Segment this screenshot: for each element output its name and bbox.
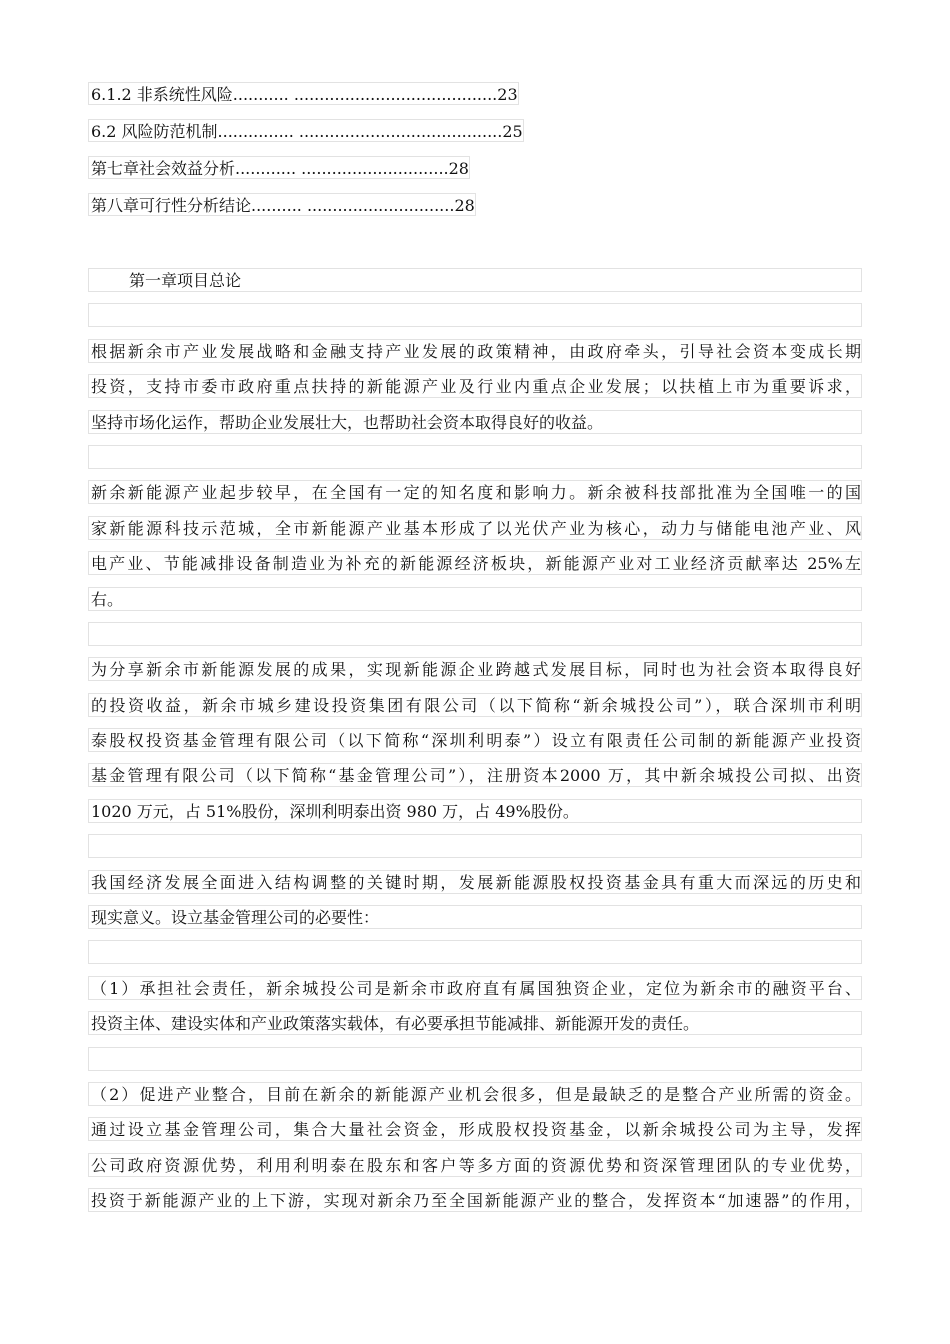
toc-entry: 第八章可行性分析结论.......... .............................28 [88,193,476,216]
chapter-title: 第一章项目总论 [88,268,862,292]
toc-entry: 第七章社会效益分析............ .............................28 [88,156,470,179]
paragraph-line: 的投资收益，新余市城乡建设投资集团有限公司（以下简称“新余城投公司”），联合深圳市利明 [88,693,862,717]
blank-line [88,622,862,646]
paragraph-line: 右。 [88,587,862,611]
paragraph-line: 现实意义。设立基金管理公司的必要性： [88,905,862,929]
blank-line [88,445,862,469]
paragraph-line: 坚持市场化运作，帮助企业发展壮大，也帮助社会资本取得良好的收益。 [88,410,862,434]
paragraph-line: 1020 万元，占 51%股份，深圳利明泰出资 980 万，占 49%股份。 [88,799,862,823]
paragraph-line: 为分享新余市新能源发展的成果，实现新能源企业跨越式发展目标，同时也为社会资本取得良好 [88,657,862,681]
document-body [88,268,862,1224]
paragraph-line: 公司政府资源优势，利用利明泰在股东和客户等多方面的资源优势和资深管理团队的专业优势， [88,1153,862,1177]
paragraph-line: 根据新余市产业发展战略和金融支持产业发展的政策精神，由政府牵头，引导社会资本变成长期 [88,339,862,363]
toc-entry: 6.1.2 非系统性风险........... ........................................23 [88,82,519,105]
paragraph-line: 我国经济发展全面进入结构调整的关键时期，发展新能源股权投资基金具有重大而深远的历史和 [88,870,862,894]
paragraph-line: 基金管理有限公司（以下简称“基金管理公司”），注册资本2000 万，其中新余城投公司拟、出资 [88,763,862,787]
paragraph-line: 投资于新能源产业的上下游，实现对新余乃至全国新能源产业的整合，发挥资本“加速器”的作用， [88,1188,862,1212]
toc-entry: 6.2 风险防范机制............... ........................................25 [88,119,524,142]
paragraph-line: 泰股权投资基金管理有限公司（以下简称“深圳利明泰”）设立有限责任公司制的新能源产业投资 [88,728,862,752]
paragraph-line: （1）承担社会责任，新余城投公司是新余市政府直有属国独资企业，定位为新余市的融资平台、 [88,976,862,1000]
paragraph-line: 投资主体、建设实体和产业政策落实载体，有必要承担节能减排、新能源开发的责任。 [88,1011,862,1035]
blank-line [88,940,862,964]
paragraph-line: 通过设立基金管理公司，集合大量社会资金，形成股权投资基金，以新余城投公司为主导，发挥 [88,1117,862,1141]
blank-line [88,1047,862,1071]
table-of-contents [88,82,524,230]
blank-line [88,303,862,327]
paragraph-line: 新余新能源产业起步较早，在全国有一定的知名度和影响力。新余被科技部批准为全国唯一的国 [88,480,862,504]
paragraph-line: 投资，支持市委市政府重点扶持的新能源产业及行业内重点企业发展；以扶植上市为重要诉求， [88,374,862,398]
paragraph-line: 家新能源科技示范城，全市新能源产业基本形成了以光伏产业为核心，动力与储能电池产业、风 [88,516,862,540]
blank-line [88,834,862,858]
paragraph-line: 电产业、节能减排设备制造业为补充的新能源经济板块，新能源产业对工业经济贡献率达 25%左 [88,551,862,575]
paragraph-line: （2）促进产业整合，目前在新余的新能源产业机会很多，但是最缺乏的是整合产业所需的资金。 [88,1082,862,1106]
